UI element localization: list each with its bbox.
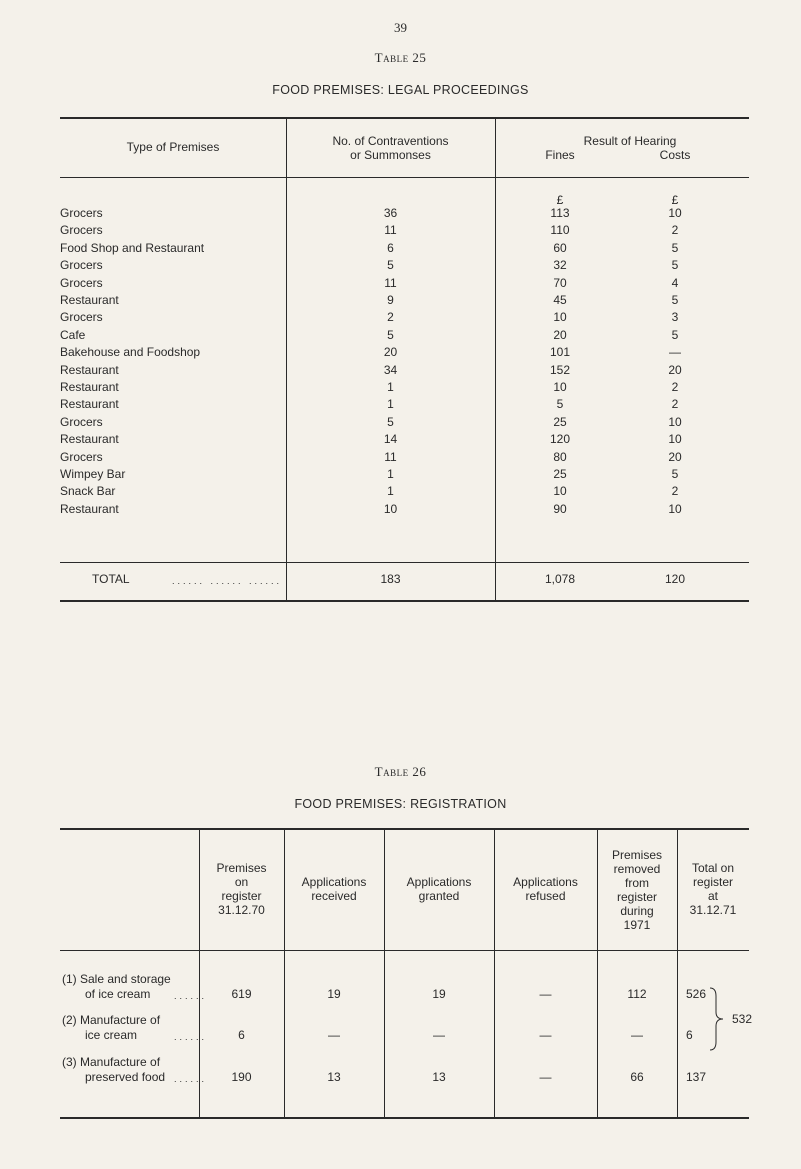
fines-value: 45 [553, 293, 567, 307]
contraventions-count: 11 [384, 276, 397, 290]
header-premises-removed: Premises removed from register during 1971 [611, 848, 662, 932]
refused-value: — [539, 1028, 552, 1042]
refused-value: — [539, 1070, 552, 1084]
contraventions-count: 6 [387, 241, 394, 255]
table-25-top-rule [60, 117, 749, 119]
header-applications-received: Applications received [301, 875, 367, 903]
header-applications-granted: Applications granted [406, 875, 472, 903]
premises-type: Grocers [60, 206, 103, 220]
fines-value: 120 [549, 432, 571, 446]
category-line2: of ice cream [85, 987, 151, 1001]
premises-type: Grocers [60, 258, 103, 272]
table-25-header-rule [60, 177, 749, 178]
category-line1: (2) Manufacture of [62, 1013, 161, 1027]
contraventions-count: 34 [383, 363, 398, 377]
costs-value: 4 [671, 276, 679, 290]
received-value: 13 [327, 1070, 341, 1084]
header-total-on-register: Total on register at 31.12.71 [689, 861, 737, 917]
total-value: 6 [686, 1028, 693, 1042]
fines-value: 32 [553, 258, 567, 272]
contraventions-count: 36 [383, 206, 398, 220]
on-register-value: 619 [231, 987, 252, 1001]
table-25-col-divider [495, 118, 496, 601]
removed-value: 66 [630, 1070, 644, 1084]
premises-type: Grocers [60, 415, 103, 429]
table-26-title: FOOD PREMISES: REGISTRATION [294, 797, 507, 811]
contraventions-count: 5 [387, 328, 394, 342]
total-dots: ...... ...... ...... [172, 576, 283, 586]
total-value: 526 [686, 987, 707, 1001]
dot-leader: ...... [174, 1032, 208, 1042]
premises-type: Grocers [60, 276, 103, 290]
total-costs: 120 [664, 572, 686, 586]
premises-type: Wimpey Bar [60, 467, 126, 481]
costs-value: 5 [671, 241, 679, 255]
header-type-of-premises: Type of Premises [126, 140, 220, 154]
contraventions-count: 11 [384, 223, 397, 237]
category-line2: preserved food [85, 1070, 166, 1084]
header-contraventions-line1: No. of Contraventions [332, 134, 449, 148]
premises-type: Restaurant [60, 363, 119, 377]
costs-value: 10 [668, 432, 682, 446]
fines-value: 113 [550, 206, 570, 220]
fines-value: 25 [553, 415, 567, 429]
header-on-register: Premises on register 31.12.70 [216, 861, 267, 917]
costs-value: 5 [671, 328, 679, 342]
table-25-bottom-rule [60, 600, 749, 602]
received-value: — [328, 1028, 340, 1042]
contraventions-count: 1 [387, 467, 394, 481]
contraventions-count: 2 [387, 310, 394, 324]
costs-value: 2 [671, 397, 679, 411]
received-value: 19 [327, 987, 341, 1001]
category-line1: (3) Manufacture of [62, 1055, 161, 1069]
fines-value: 25 [553, 467, 567, 481]
premises-type: Grocers [60, 223, 103, 237]
total-fines: 1,078 [544, 572, 576, 586]
contraventions-count: 11 [384, 450, 397, 464]
premises-type: Grocers [60, 310, 103, 324]
fines-value: 10 [553, 484, 567, 498]
granted-value: 19 [432, 987, 446, 1001]
fines-value: 10 [553, 310, 567, 324]
contraventions-count: 5 [387, 415, 394, 429]
premises-type: Food Shop and Restaurant [60, 241, 205, 255]
category-line1: (1) Sale and storage [62, 972, 171, 986]
costs-currency: £ [671, 193, 679, 207]
costs-value: 5 [671, 293, 679, 307]
premises-type: Restaurant [60, 432, 119, 446]
granted-value: — [433, 1028, 445, 1042]
page-number: 39 [394, 20, 407, 35]
header-fines: Fines [545, 148, 575, 162]
dot-leader: ...... [174, 1074, 208, 1084]
premises-type: Restaurant [60, 380, 119, 394]
costs-value: 5 [671, 258, 679, 272]
costs-value: 10 [668, 206, 682, 220]
total-value: 137 [686, 1070, 707, 1084]
premises-type: Snack Bar [60, 484, 116, 498]
fines-value: 80 [553, 450, 567, 464]
contraventions-count: 1 [387, 397, 394, 411]
fines-value: 10 [553, 380, 567, 394]
costs-value: 5 [671, 467, 679, 481]
table-26-top-rule [60, 828, 749, 830]
total-label: TOTAL [92, 572, 130, 586]
costs-value: 10 [668, 502, 682, 516]
premises-type: Restaurant [60, 293, 119, 307]
header-contraventions-line2: or Summonses [350, 148, 431, 162]
costs-value: 2 [671, 380, 679, 394]
fines-value: 90 [553, 502, 567, 516]
premises-type: Cafe [60, 328, 86, 342]
table-26-label: Table 26 [374, 764, 427, 779]
costs-value: 10 [668, 415, 682, 429]
costs-value: 20 [668, 450, 682, 464]
contraventions-count: 10 [383, 502, 398, 516]
fines-value: 101 [549, 345, 571, 359]
table-26-bottom-rule [60, 1117, 749, 1119]
contraventions-count: 1 [387, 380, 394, 394]
table-25-label: Table 25 [374, 50, 427, 65]
table-26-header-rule [60, 950, 749, 951]
premises-type: Grocers [60, 450, 103, 464]
costs-value: 2 [671, 484, 679, 498]
total-count: 183 [380, 572, 401, 586]
contraventions-count: 14 [383, 432, 398, 446]
contraventions-count: 5 [387, 258, 394, 272]
header-result-of-hearing: Result of Hearing [583, 134, 677, 148]
fines-value: 5 [556, 397, 564, 411]
granted-value: 13 [432, 1070, 446, 1084]
fines-currency: £ [556, 193, 564, 207]
on-register-value: 190 [231, 1070, 252, 1084]
costs-value: — [669, 345, 681, 359]
contraventions-count: 20 [383, 345, 398, 359]
removed-value: — [631, 1028, 643, 1042]
costs-value: 2 [671, 223, 679, 237]
table-25-total-rule [60, 562, 749, 563]
curly-brace-icon [708, 986, 728, 1052]
combined-total: 532 [732, 1012, 753, 1026]
costs-value: 3 [671, 310, 679, 324]
header-costs: Costs [659, 148, 691, 162]
fines-value: 70 [553, 276, 567, 290]
contraventions-count: 1 [387, 484, 394, 498]
table-25-title: FOOD PREMISES: LEGAL PROCEEDINGS [272, 83, 529, 97]
fines-value: 110 [550, 223, 570, 237]
fines-value: 152 [549, 363, 571, 377]
header-applications-refused: Applications refused [513, 875, 578, 903]
premises-type: Bakehouse and Foodshop [60, 345, 201, 359]
premises-type: Restaurant [60, 397, 119, 411]
fines-value: 60 [553, 241, 567, 255]
contraventions-count: 9 [387, 293, 394, 307]
on-register-value: 6 [238, 1028, 245, 1042]
refused-value: — [539, 987, 552, 1001]
costs-value: 20 [668, 363, 682, 377]
removed-value: 112 [627, 987, 647, 1001]
premises-type: Restaurant [60, 502, 119, 516]
fines-value: 20 [553, 328, 567, 342]
category-line2: ice cream [85, 1028, 138, 1042]
dot-leader: ...... [174, 991, 208, 1001]
